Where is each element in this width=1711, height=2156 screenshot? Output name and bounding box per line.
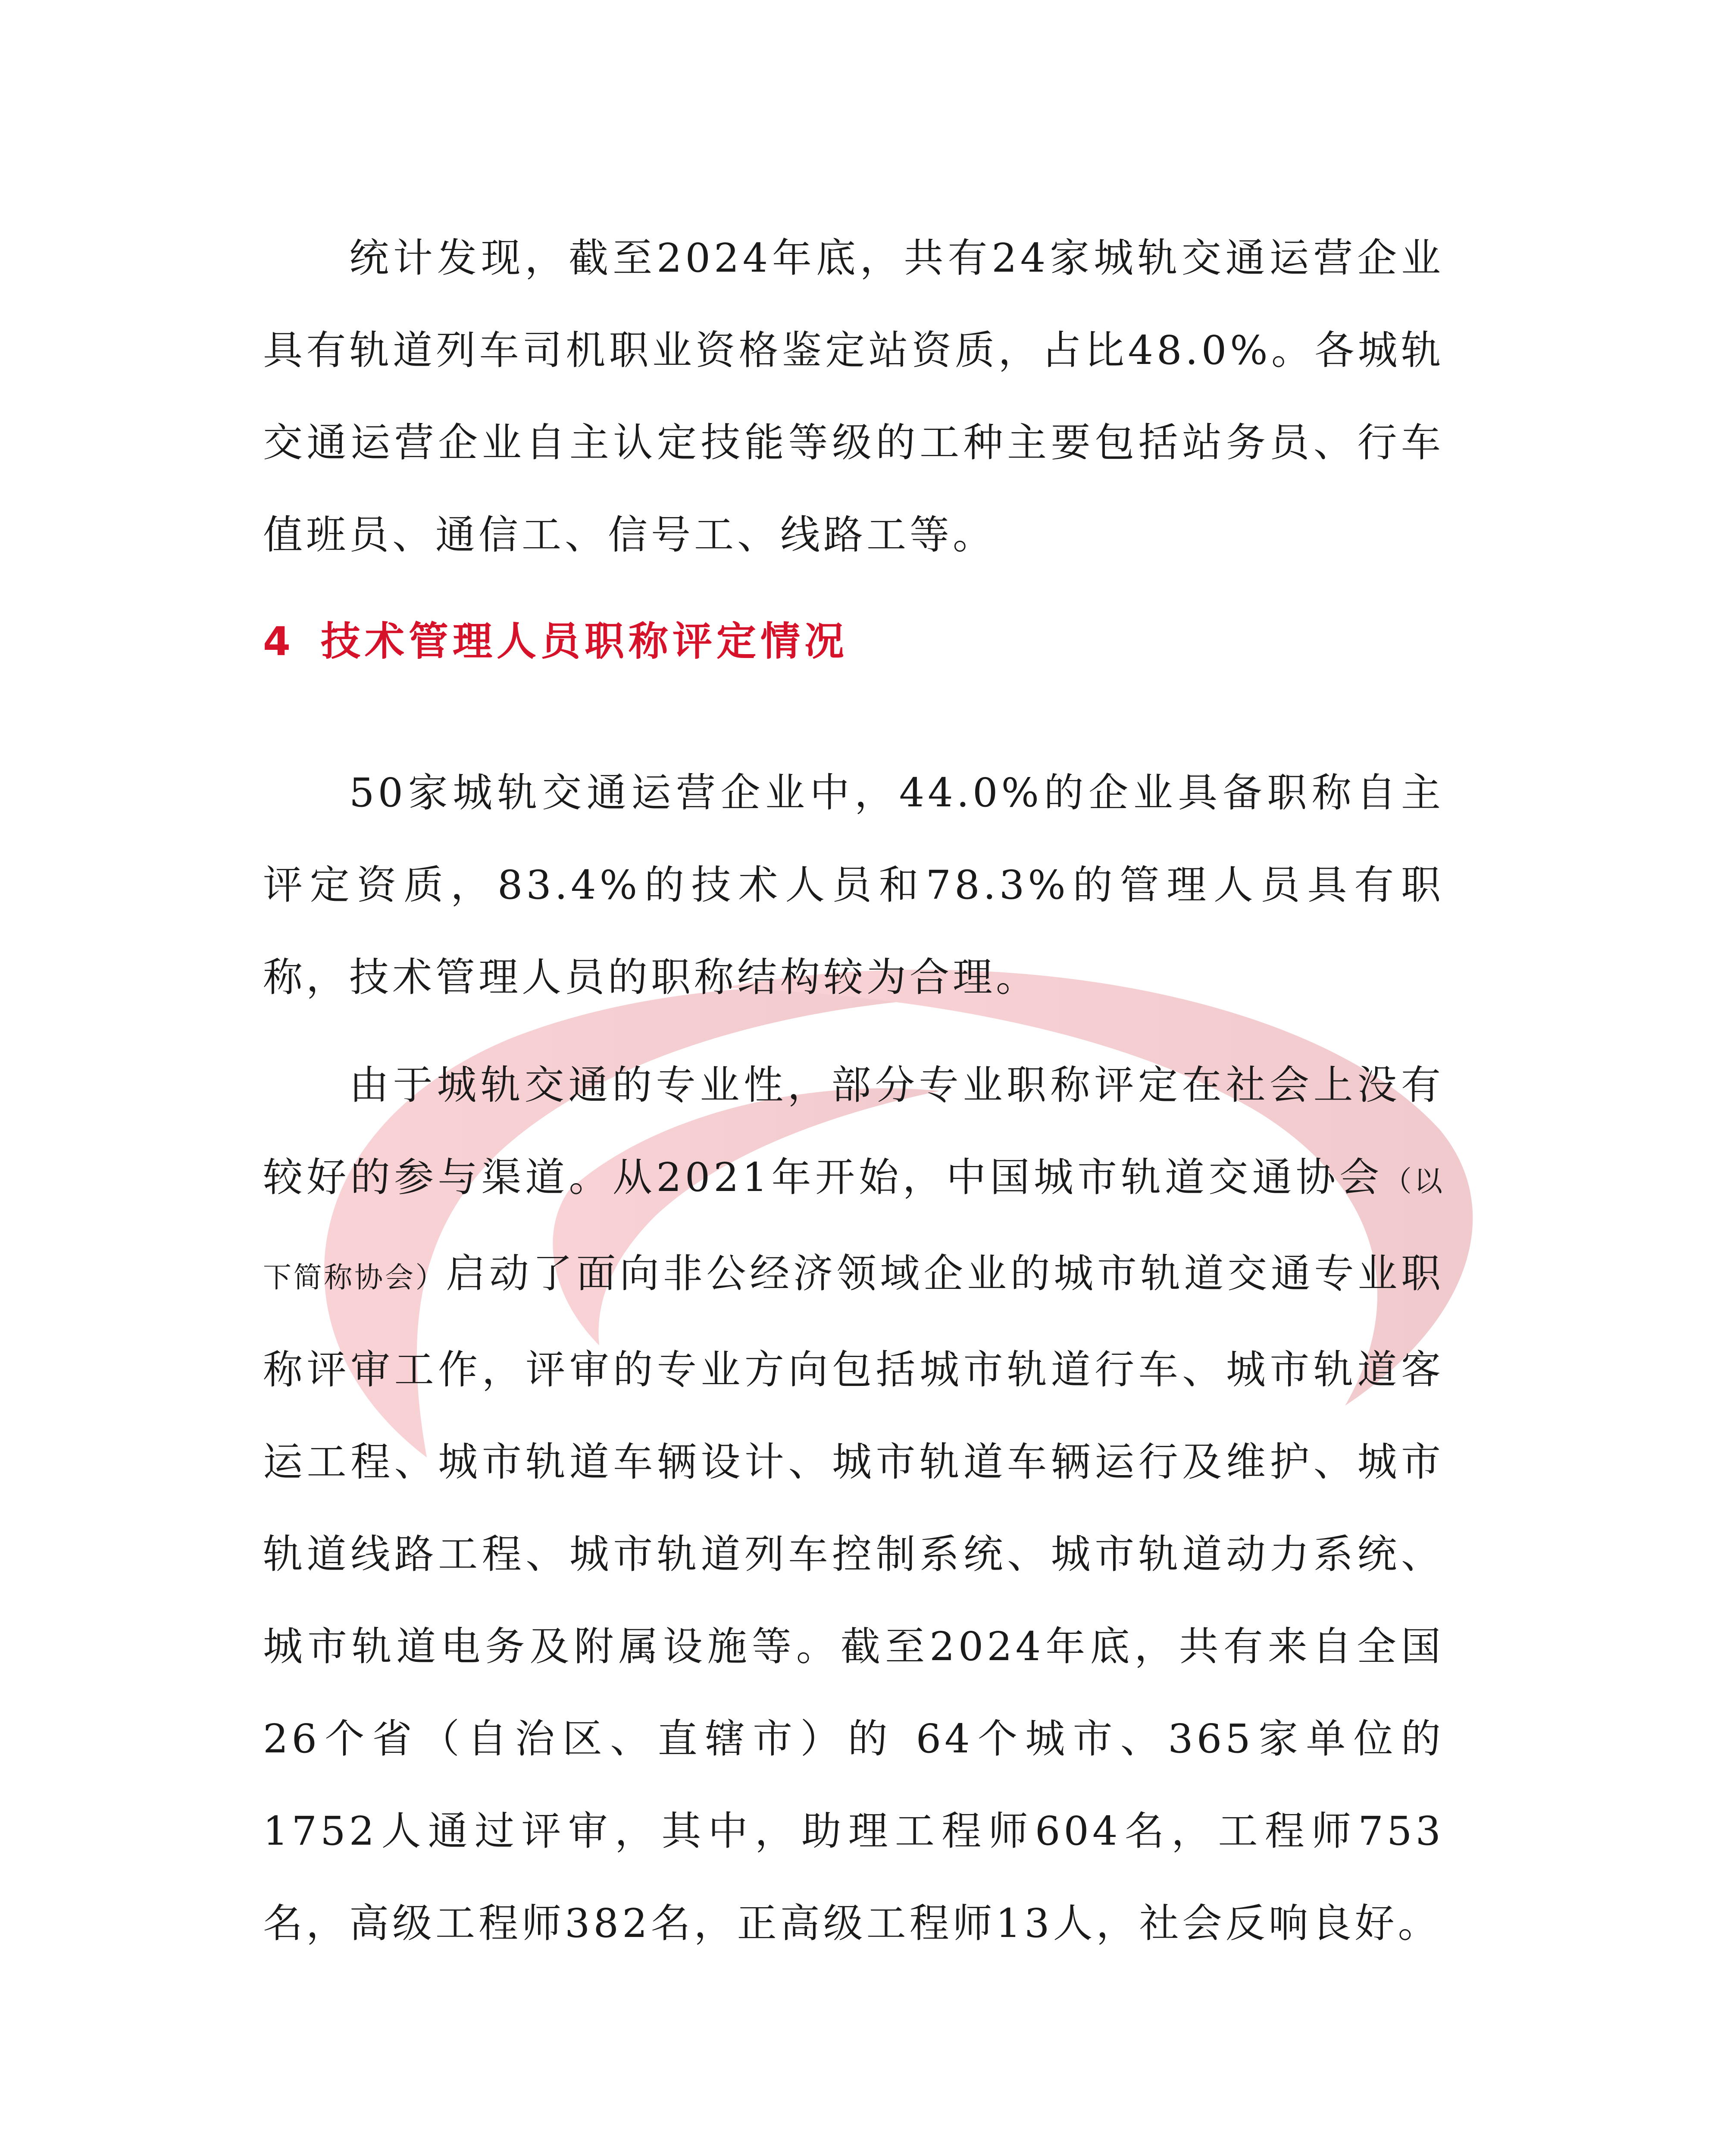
paragraph-title-qualification: 50家城轨交通运营企业中，44.0%的企业具备职称自主评定资质，83.4%的技术人员和78.3%的管理人员具有职称，技术管理人员的职称结构较为合理。 bbox=[263, 770, 1444, 1000]
section-title: 技术管理人员职称评定情况 bbox=[321, 618, 849, 664]
paragraph-skill-certification: 统计发现，截至2024年底，共有24家城轨交通运营企业具有轨道列车司机职业资格鉴定站资质，占比48.0%。各城轨交通运营企业自主认定技能等级的工种主要包括站务员、行车值班员、通信工、信号工、线路工等。 bbox=[263, 235, 1444, 558]
paragraph-text-part2: 启动了面向非公经济领域企业的城市轨道交通专业职称评审工作，评审的专业方向包括城市轨道行车、城市轨道客运工程、城市轨道车辆设计、城市轨道车辆运行及维护、城市轨道线路工程、城市轨道列车控制系统、城市轨道动力系统、城市轨道电务及附属设施等。截至2024年底，共有来自全国26个省（自治区、直辖市）的 64个城市、365家单位的1752人通过评审，其中，助理工程师604名，工程师753名，高级工程师382名，正高级工程师13人，社会反响良好。 bbox=[263, 1250, 1444, 1946]
paragraph-title-review bbox=[263, 1039, 1444, 1970]
section-number: 4 bbox=[263, 618, 295, 664]
section-heading bbox=[263, 616, 848, 667]
paragraph-text-part1: 由于城轨交通的专业性，部分专业职称评定在社会上没有较好的参与渠道。从2021年开始，中国城市轨道交通协会 bbox=[263, 1062, 1444, 1200]
paragraph-note: （以下简称协会） bbox=[263, 1165, 1444, 1294]
